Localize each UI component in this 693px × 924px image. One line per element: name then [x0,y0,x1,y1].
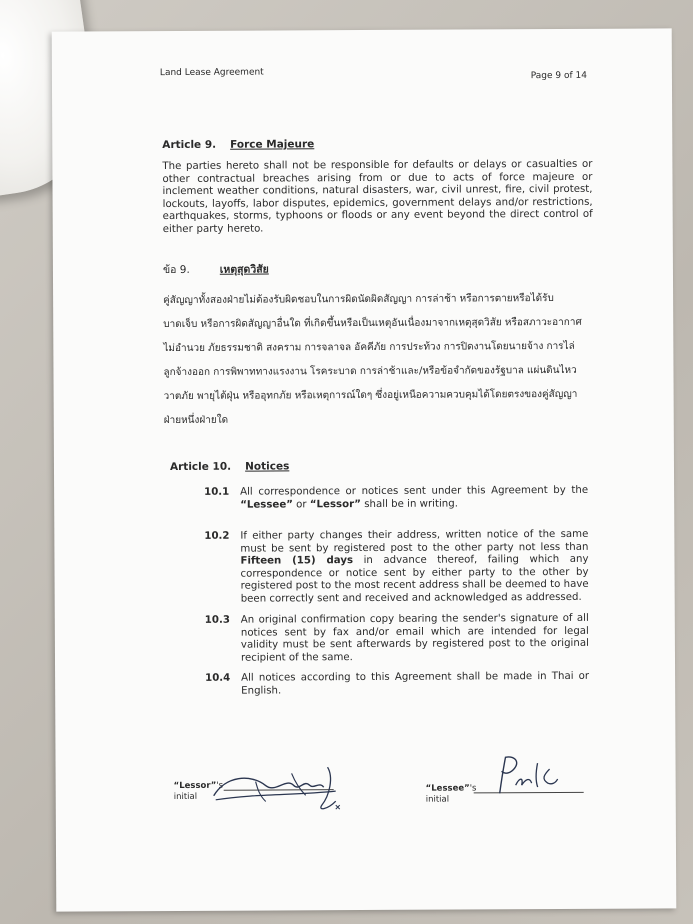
initial-word: initial [173,791,198,803]
lessor-signature [195,755,355,816]
document-page [52,28,677,911]
fifteen-days-term: Fifteen (15) days [240,555,354,567]
thai-line: คู่สัญญาทั้งสองฝ่ายไม่ต้องรับผิดชอบในการผิดนัดผิดสัญญา การล่าช้า หรือการตายหรือได้รับ [163,293,554,307]
thai-line: วาตภัย พายุไต้ฝุ่น หรืออุทกภัย หรือเหตุการณ์ใดๆ ซึ่งอยู่เหนือความควบคุมได้โดยตรงของคู่สัญญา [163,388,578,403]
initial-word: initial [425,794,450,805]
lessee-initial-label [426,783,477,805]
article-10-title: Notices [245,460,290,473]
clause-text-part: or [292,498,310,510]
possessive-suffix: 's [469,783,477,794]
clause-10-3-number: 10.3 [204,614,230,626]
thai-article-9-label: ข้อ 9. [162,263,190,277]
header-page-number: Page 9 of 14 [530,70,587,82]
clause-10-4-text: All notices according to this Agreement shall be made in Thai or English. [241,670,590,697]
thai-line: ฝ่ายหนึ่งฝ่ายใด [163,414,229,427]
clause-10-3-text: An original confirmation copy bearing the sender's signature of all notices sent by fax and/or email which are intended for legal validity must be sent afterwards by registered post to the original recipient of the same. [240,612,589,664]
clause-text-part: in advance thereof, failing which any correspondence or notice sent by either party to the other by registered post to the most recent address shall be deemed to have been correctly sent and received and acknowledged as addressed. [240,554,589,605]
clause-text-part: If either party changes their address, written notice of the same must be sent by registered post to the other party not less than [240,528,589,555]
thai-article-9-heading [163,260,269,278]
thai-line: ลูกจ้างออก การพิพาททางแรงงาน โรคระบาด การล่าช้าและ/หรือข้อจำกัดของรัฐบาล แผ่นดินไหว [163,364,577,379]
clause-10-1-text [240,485,588,512]
lessee-term: “Lessee” [240,498,293,511]
thai-line: ไม่อำนวย ภัยธรรมชาติ สงคราม การจลาจล อัคคีภัย การประท้วง การปิดงานโดยนายจ้าง การไล่ [163,340,575,355]
clause-10-2-text [240,529,588,606]
thai-article-9-text [163,287,604,433]
article-9-text: The parties hereto shall not be responsible for defaults or delays or casualties or other contractual breaches arising from or due to acts of force majeure or inclement weather conditions, natural disasters, war, civil unrest, fire, civil protest, lockouts, layoffs, labor disputes, epidemics, government delays and/or restrictions, earthquakes, storms, typhoons or floods or any event beyond the direct control of either party hereto. [162,158,593,236]
header-document-title: Land Lease Agreement [159,67,264,79]
lessee-signature [485,749,585,800]
lessor-term: “Lessor” [309,498,362,510]
lessor-name: “Lessor” [173,780,217,792]
clause-10-1-number: 10.1 [204,486,230,498]
thai-article-9-title: เหตุสุดวิสัย [219,263,269,276]
article-10-label: Article 10. [169,460,232,474]
article-9-label: Article 9. [162,138,217,152]
clause-text-part: All correspondence or notices sent under this Agreement by the [240,484,589,498]
article-10-heading [170,460,289,473]
thai-line: บาดเจ็บ หรือการผิดสัญญาอื่นใด ที่เกิดขึ้นหรือเป็นเหตุอันเนื่องมาจากเหตุสุดวิสัย หรือสภาวะอากาศ [163,316,582,331]
clause-10-2-number: 10.2 [204,530,230,542]
article-9-title: Force Majeure [230,138,315,151]
clause-text-part: shall be in writing. [360,498,458,510]
clause-10-4-number: 10.4 [205,672,231,684]
possessive-suffix: 's [216,780,224,791]
article-9-heading [162,138,314,151]
lessee-name: “Lessee” [425,783,470,794]
